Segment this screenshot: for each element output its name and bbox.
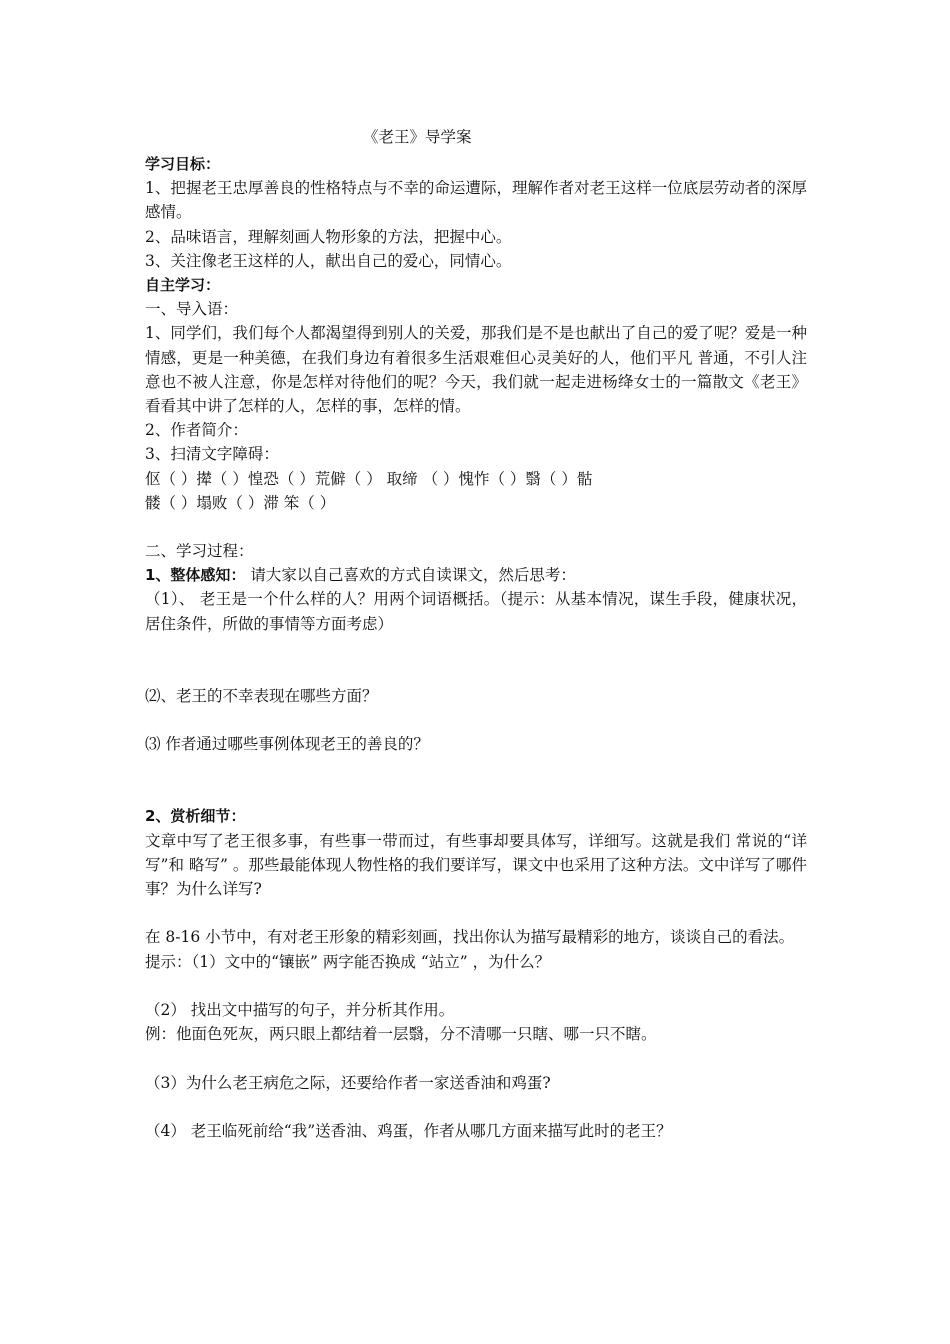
vocab-line-1: 伛（ ）撵（ ）惶恐（ ）荒僻（ ） 取缔 （ ）愧怍（ ）翳（ ）骷 (145, 469, 593, 488)
section-paragraph: 在 8-16 小节中，有对老王形象的精彩刻画，找出你认为描写最精彩的地方，谈谈自己的看法。 (145, 928, 795, 947)
question-3: ⑶ 作者通过哪些事例体现老王的善良的？ (145, 735, 429, 754)
author-intro: 2、作者简介： (145, 421, 248, 440)
part2-heading: 二、学习过程： (145, 542, 254, 561)
spacer (145, 708, 807, 732)
objective-1: 1、把握老王忠厚善良的性格特点与不幸的命运遭际，理解作者对老王这样一位底层劳动者的深厚感情。 (145, 179, 807, 222)
spacer (145, 756, 807, 804)
question-1: （1）、 老王是一个什么样的人？用两个词语概括。（提示：从基本情况，谋生手段，健康状况，居住条件，所做的事情等方面考虑） (145, 590, 807, 633)
overall-line (145, 563, 807, 587)
overall-text: 请大家以自己喜欢的方式自读课文，然后思考： (245, 566, 576, 585)
detail-paragraph: 文章中写了老王很多事，有些事一带而过，有些事却要具体写，详细写。这就是我们 常说的“详写”和 略写” 。那些最能体现人物性格的我们要详写，课文中也采用了这种方法。文中详写了哪件事？为什么详写? (145, 831, 807, 899)
spacer (145, 901, 807, 925)
vocab-heading: 3、扫清文字障碍： (145, 445, 279, 464)
detail-heading: 2、赏析细节： (145, 807, 246, 826)
hint-2: （2） 找出文中描写的句子，并分析其作用。 (145, 1001, 455, 1019)
overall-label: 1、整体感知： (145, 566, 246, 585)
objectives-heading: 学习目标： (145, 155, 221, 173)
spacer (145, 636, 807, 684)
doc-title: 《老王》导学案 (363, 128, 472, 146)
objective-2: 2、品味语言，理解刻画人物形象的方法，把握中心。 (145, 227, 512, 246)
hint-1: 提示：（1）文中的“镶嵌” 两字能否换成 “站立” ，为什么？ (145, 952, 551, 971)
hint-3: （3）为什么老王病危之际，还要给作者一家送香油和鸡蛋? (145, 1073, 551, 1092)
example-sentence: 例：他面色死灰，两只眼上都结着一层翳，分不清哪一只瞎、哪一只不瞎。 (145, 1025, 657, 1044)
spacer (145, 1095, 807, 1119)
vocab-line-2: 髅（ ）塌败（ ）滞 笨（ ） (145, 493, 336, 512)
objective-3: 3、关注像老王这样的人，献出自己的爱心，同情心。 (145, 251, 512, 270)
part1-heading: 一、导入语： (145, 300, 239, 319)
spacer (145, 1046, 807, 1070)
spacer (145, 515, 807, 539)
question-2: ⑵、老王的不幸表现在哪些方面？ (145, 686, 378, 705)
spacer (145, 974, 807, 998)
document-page (145, 124, 807, 1143)
hint-4: （4） 老王临死前给“我”送香油、鸡蛋，作者从哪几方面来描写此时的老王？ (145, 1121, 672, 1140)
intro-paragraph: 1、同学们，我们每个人都渴望得到别人的关爱，那我们是不是也献出了自己的爱了呢？爱是一种情感，更是一种美德，在我们身边有着很多生活艰难但心灵美好的人，他们平凡 普通，不引人注意也不被人注意，你是怎样对待他们的呢？今天，我们就一起走进杨绛女士的一篇散文《老王》 看看其中讲了怎样的人，怎样的事，怎样的情。 (145, 324, 807, 415)
self-study-heading: 自主学习： (145, 275, 221, 294)
